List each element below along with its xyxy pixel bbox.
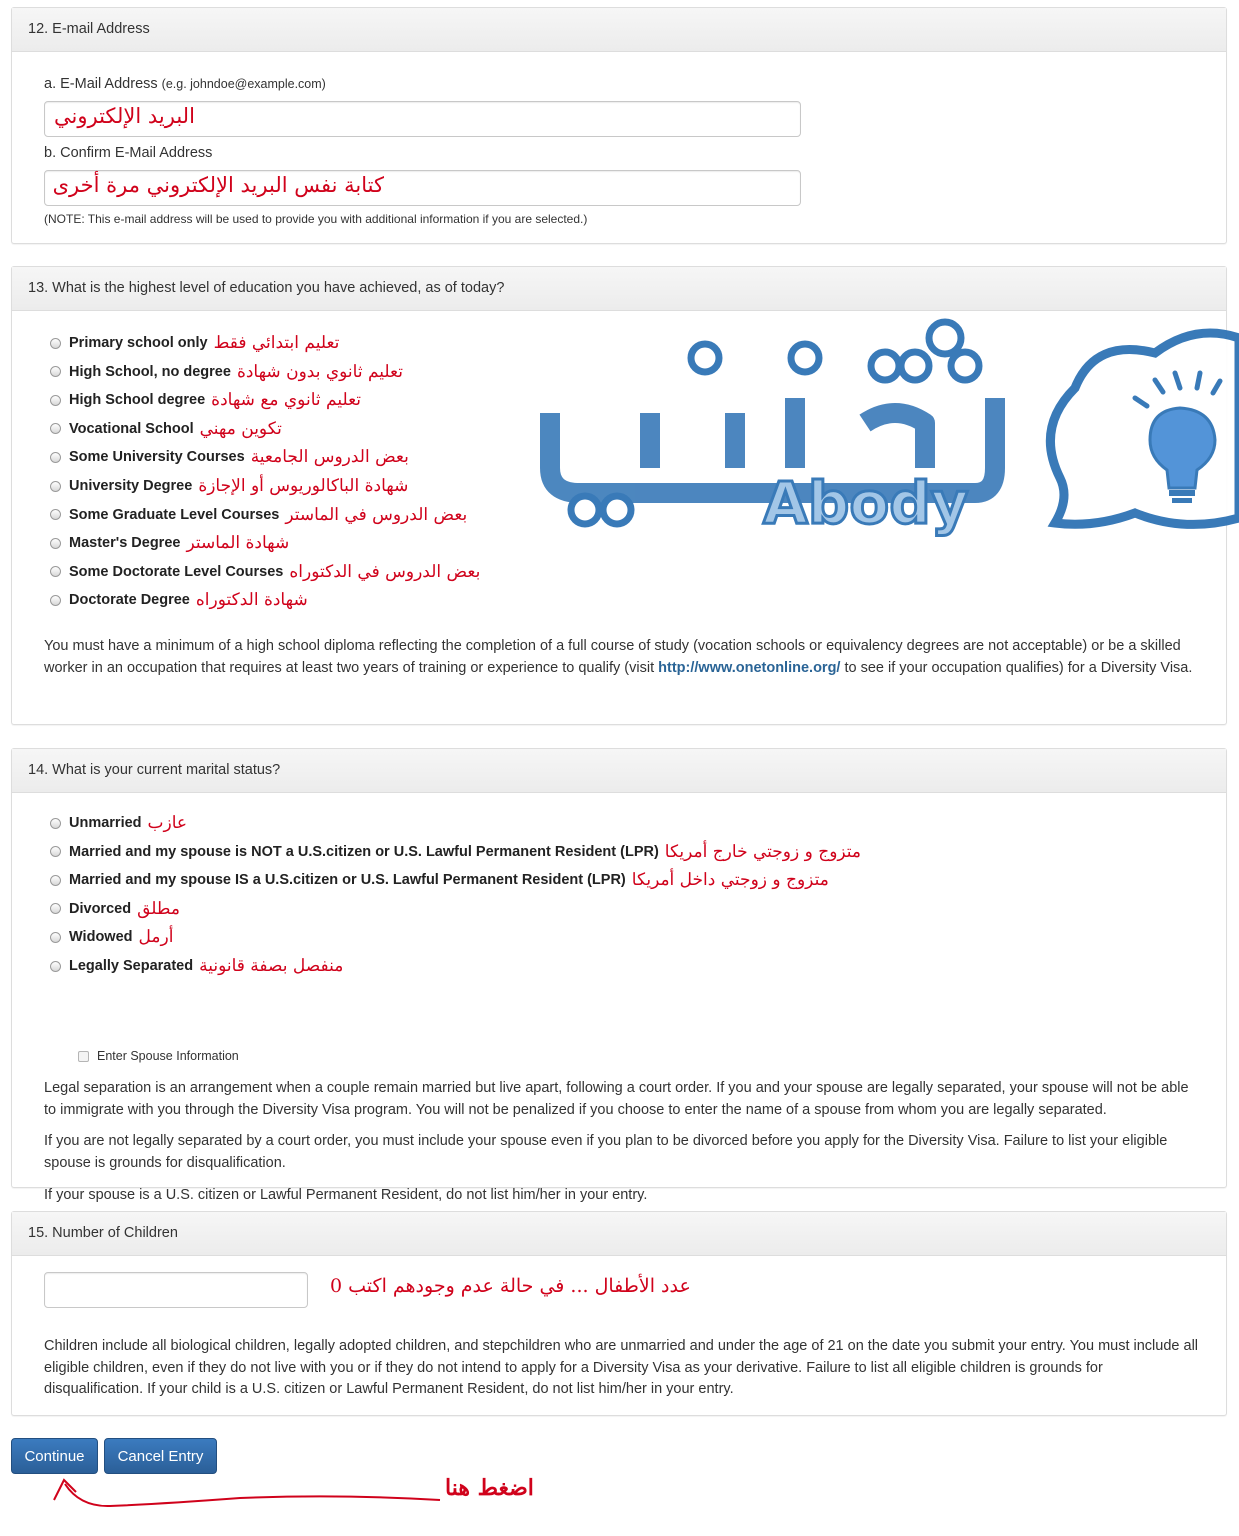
marital-radio[interactable]: [50, 818, 61, 829]
marital-option-label: Legally Separated: [69, 958, 194, 974]
watermark-logo: [535, 318, 1239, 540]
marital-panel-heading: 14. What is your current marital status?: [12, 749, 1226, 793]
education-option-annotation: تكوين مهني: [199, 418, 282, 439]
education-option[interactable]: [50, 360, 403, 384]
education-option-label: Some University Courses: [69, 449, 245, 466]
marital-option-annotation: مطلق: [137, 898, 180, 919]
education-option-label: Doctorate Degree: [69, 592, 190, 609]
marital-option-label: Married and my spouse is NOT a U.S.citizen or U.S. Lawful Permanent Resident (LPR): [69, 843, 659, 860]
marital-option-label: Divorced: [69, 900, 132, 917]
education-option-annotation: بعض الدروس في الماستر: [285, 504, 468, 525]
education-radio[interactable]: [50, 509, 61, 520]
marital-option-annotation: متزوج و زوجتي خارج أمريكا: [664, 841, 862, 862]
education-panel-heading: 13. What is the highest level of education you have achieved, as of today?: [12, 267, 1226, 311]
email-label-text: a. E-Mail Address: [44, 76, 158, 92]
education-option-label: High School, no degree: [69, 363, 231, 380]
education-option[interactable]: [50, 503, 467, 527]
marital-option-label: Widowed: [69, 929, 133, 946]
education-radio[interactable]: [50, 338, 61, 349]
education-option-annotation: شهادة الدكتوراه: [195, 590, 308, 611]
marital-option[interactable]: [50, 840, 861, 864]
watermark-latin: Abody: [763, 469, 969, 537]
education-option-label: University Degree: [69, 478, 193, 494]
spouse-checkbox-label: Enter Spouse Information: [97, 1049, 239, 1063]
education-option-label: Master's Degree: [69, 535, 181, 552]
marital-para-2: If you are not legally separated by a court order, you must include your spouse even if you plan to be divorced before you apply for the Diversity Visa. Failure to list your eligible spouse is grounds for disqualification.: [44, 1133, 1168, 1171]
children-panel: [11, 1211, 1227, 1416]
children-count-input[interactable]: [44, 1272, 308, 1308]
marital-option[interactable]: [50, 811, 187, 835]
marital-option-annotation: منفصل بصفة قانونية: [199, 956, 344, 976]
marital-radio[interactable]: [50, 932, 61, 943]
education-option[interactable]: [50, 560, 480, 584]
education-option-label: Some Doctorate Level Courses: [69, 563, 284, 580]
onetonline-link[interactable]: http://www.onetonline.org/: [658, 659, 841, 676]
marital-option-annotation: متزوج و زوجتي داخل أمريكا: [631, 870, 829, 891]
cancel-entry-button[interactable]: Cancel Entry: [104, 1438, 217, 1474]
education-option[interactable]: [50, 417, 282, 441]
email-annotation: البريد الإلكتروني: [54, 104, 195, 128]
spouse-checkbox[interactable]: [78, 1051, 89, 1062]
click-here-hint: اضغط هنا: [445, 1475, 534, 1501]
education-option-annotation: شهادة الباكالوريوس أو الإجازة: [198, 476, 409, 496]
education-option[interactable]: [50, 588, 308, 612]
marital-option[interactable]: [50, 868, 829, 892]
marital-para-1: Legal separation is an arrangement when a couple remain married but live apart, following a court order. If you and your spouse are legally separated, your spouse will not be able to immigrate with you through the Diversity Visa program. You will not be penalized if you choose to enter the name of a spouse from whom you are legally separated.: [44, 1080, 1189, 1118]
children-annotation: عدد الأطفال ... في حالة عدم وجودهم اكتب 0: [330, 1275, 691, 1297]
marital-panel: [11, 748, 1227, 1203]
education-radio[interactable]: [50, 595, 61, 606]
education-option-annotation: بعض الدروس في الدكتوراه: [289, 561, 481, 582]
email-panel: [11, 7, 1227, 244]
marital-option[interactable]: [50, 954, 343, 978]
education-option-annotation: بعض الدروس الجامعية: [250, 447, 409, 468]
education-radio[interactable]: [50, 366, 61, 377]
education-option-annotation: تعليم ابتدائي فقط: [213, 333, 340, 353]
education-option[interactable]: [50, 331, 339, 355]
education-info-text: You must have a minimum of a high school diploma reflecting the completion of a full course of study (vocation schools or equivalency degrees are not acceptable) or be a skilled worker in an occupation that requires at least two years of training or experience to qualify (visit: [44, 638, 1181, 676]
marital-option[interactable]: [50, 925, 173, 949]
education-option[interactable]: [50, 445, 409, 469]
education-option-label: Some Graduate Level Courses: [69, 506, 280, 523]
education-option[interactable]: [50, 474, 408, 498]
continue-button[interactable]: Continue: [11, 1438, 98, 1474]
marital-radio[interactable]: [50, 875, 61, 886]
education-option-label: Primary school only: [69, 335, 208, 351]
confirm-email-annotation: كتابة نفس البريد الإلكتروني مرة أخرى: [52, 173, 384, 197]
marital-option-label: Married and my spouse IS a U.S.citizen or U.S. Lawful Permanent Resident (LPR): [69, 872, 626, 889]
education-radio[interactable]: [50, 395, 61, 406]
education-option-label: Vocational School: [69, 420, 194, 437]
email-label: [44, 76, 326, 92]
email-panel-heading: 12. E-mail Address: [12, 8, 1226, 52]
education-radio[interactable]: [50, 452, 61, 463]
spouse-checkbox-row[interactable]: [78, 1049, 239, 1063]
watermark-svg: [535, 318, 1239, 540]
confirm-email-label: b. Confirm E-Mail Address: [44, 145, 213, 161]
email-note: (NOTE: This e-mail address will be used to provide you with additional information if you are selected.): [44, 212, 588, 226]
marital-option[interactable]: [50, 897, 180, 921]
education-option[interactable]: [50, 388, 361, 412]
education-radio[interactable]: [50, 566, 61, 577]
marital-radio[interactable]: [50, 903, 61, 914]
marital-option-label: Unmarried: [69, 815, 142, 831]
email-hint: (e.g. johndoe@example.com): [161, 77, 326, 91]
education-radio[interactable]: [50, 538, 61, 549]
education-option-annotation: شهادة الماستر: [186, 533, 290, 554]
marital-option-annotation: عازب: [147, 813, 188, 833]
marital-radio[interactable]: [50, 961, 61, 972]
education-option-label: High School degree: [69, 392, 206, 409]
education-radio[interactable]: [50, 423, 61, 434]
education-radio[interactable]: [50, 481, 61, 492]
education-info-text-end: to see if your occupation qualifies) for a Diversity Visa.: [844, 659, 1193, 676]
hint-arrow: [40, 1470, 460, 1530]
education-option[interactable]: [50, 531, 289, 555]
children-panel-heading: 15. Number of Children: [12, 1212, 1226, 1256]
education-info: [44, 636, 1204, 679]
children-info: Children include all biological children, legally adopted children, and stepchildren who are unmarried and under the age of 21 on the date you submit your entry. You must include all eligible children, even if they do not live with you or if they do not intend to apply for a Diversity Visa as your derivative. Failure to list all eligible children is grounds for disqualification. If your child is a U.S. citizen or Lawful Permanent Resident, do not list him/her in your entry.: [44, 1338, 1199, 1397]
education-option-annotation: تعليم ثانوي مع شهادة: [211, 390, 362, 411]
marital-option-annotation: أرمل: [138, 927, 174, 948]
marital-radio[interactable]: [50, 846, 61, 857]
education-option-annotation: تعليم ثانوي بدون شهادة: [236, 361, 403, 382]
marital-para-3: If your spouse is a U.S. citizen or Lawful Permanent Resident, do not list him/her in your entry.: [44, 1187, 648, 1203]
